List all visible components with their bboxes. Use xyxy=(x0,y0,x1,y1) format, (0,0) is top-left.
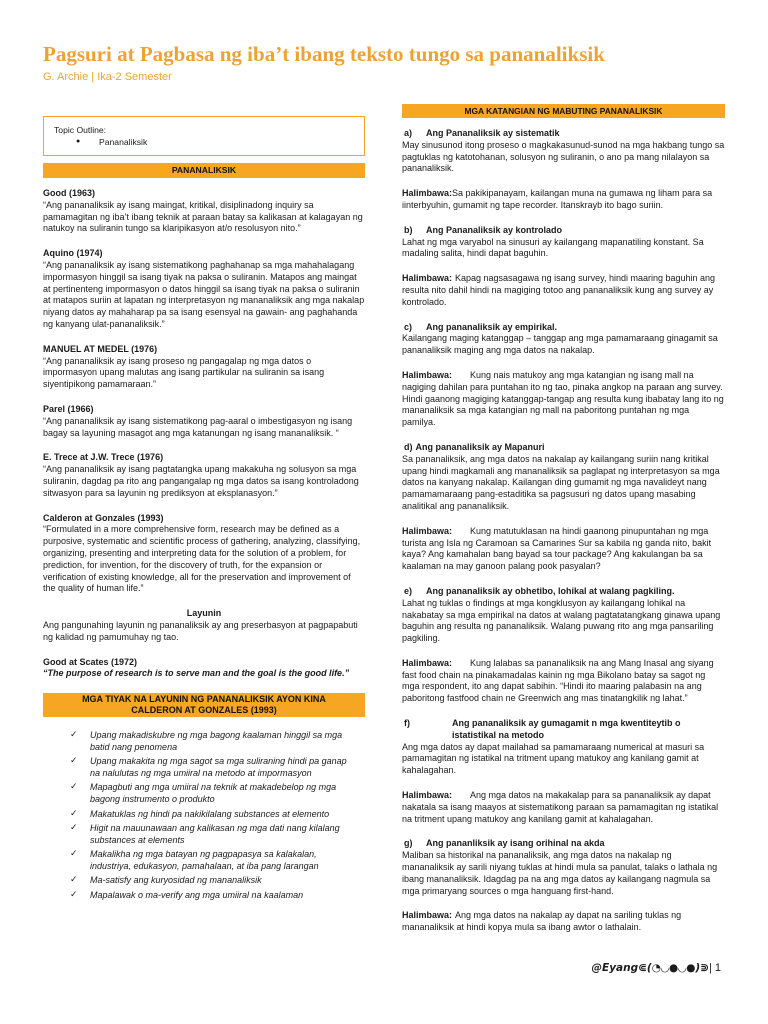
objectives-list xyxy=(43,730,365,902)
list-item xyxy=(70,890,365,902)
check-icon: ✓ xyxy=(70,808,78,819)
author-handle: @Eyang⋐(◔◡●◡●)⋑ xyxy=(591,962,709,974)
list-item xyxy=(70,823,365,847)
example-label: Halimbawa: xyxy=(402,657,453,668)
definition-block xyxy=(43,344,365,391)
example-label: Halimbawa: xyxy=(402,188,453,199)
list-item xyxy=(70,809,365,821)
list-item xyxy=(70,849,365,873)
characteristic-letter: c) xyxy=(404,321,413,332)
characteristic-heading xyxy=(402,586,725,598)
definition-text: “Ang pananaliksik ay isang proseso ng pangagalap ng mga datos o impormasyon upang malutas ang isang partikular na suliranin sa isang siyentipikong pamamaraan.” xyxy=(43,355,325,390)
characteristic-letter: e) xyxy=(404,585,413,596)
example-text: Kapag nagsasagawa ng isang survey, hindi maaring baguhin ang resulta nito dahil hindi na magiging totoo ang pananaliksik kung ang survey ay kontrolado. xyxy=(402,273,716,307)
layunin-text: Ang pangunahing layunin ng pananaliksik ay ang preserbasyon at pagpapabuti ng kalidad ng pamumuhay ng tao. xyxy=(43,619,358,642)
page-number: | 1 xyxy=(708,962,721,974)
list-item xyxy=(70,730,365,754)
characteristic-text: Ang mga datos ay dapat mailahad sa pamamaraang numerical at masuri sa pamamagitan ng istatikal na tritment upang matukoy ang kanilang gamit at kahalagahan. xyxy=(402,741,705,776)
purpose-block xyxy=(43,657,365,681)
check-icon: ✓ xyxy=(70,782,78,793)
topic-outline-label: Topic Outline: xyxy=(54,125,107,135)
characteristic-title: Ang Pananaliksik ay kontrolado xyxy=(426,224,563,235)
purpose-quote: “The purpose of research is to serve man and the goal is the good life.” xyxy=(43,668,350,679)
characteristic-example xyxy=(402,188,725,212)
example-label: Halimbawa: xyxy=(402,369,453,380)
characteristic-block xyxy=(402,225,725,309)
characteristic-block xyxy=(402,128,725,212)
characteristic-title: Ang pananaliksik ay gumagamit n mga kwentiteytib o istatistikal na metodo xyxy=(452,718,681,740)
definition-author: Good (1963) xyxy=(43,188,96,198)
definition-block xyxy=(43,404,365,439)
definition-block xyxy=(43,188,365,235)
objective-text: Upang makakita ng mga sagot sa mga suliraning hindi pa ganap na nalulutas ng mga umiiral na metodo at impormasyon xyxy=(90,756,347,779)
example-text: Ang mga datos na nakalap ay dapat na sariling tuklas ng mananaliksik at hindi kopya mula sa ibang awtor o lathalain. xyxy=(402,910,682,933)
characteristic-letter: d) xyxy=(404,441,413,452)
characteristic-letter: f) xyxy=(404,718,410,729)
right-column xyxy=(402,104,725,934)
example-text: Sa pakikipanayam, kailangan muna na gumawa ng liham para sa iinterbyuhin, gumamit ng tape recorder. Itanskrayb ito bago suriin. xyxy=(402,188,713,210)
check-icon: ✓ xyxy=(70,849,78,860)
layunin-block xyxy=(43,608,365,643)
list-item xyxy=(70,756,365,780)
characteristic-block xyxy=(402,442,725,573)
example-text: Kung lalabas sa pananaliksik na ang Mang Inasal ang siyang fast food chain na pinakamadalas kainin ng mga Bikolano batay sa sagot ng mga respondent, ito ang dapat sabihin. “Hindi ito maaring palabasin na ang paboritong fastfood chain ne Greenwich ang mas tinatangkilik ng lahat.” xyxy=(402,657,714,704)
characteristic-example xyxy=(402,790,725,825)
characteristic-heading xyxy=(402,718,725,742)
topic-outline-box xyxy=(43,116,365,156)
objective-text: Ma-satisfy ang kuryosidad ng mananaliksik xyxy=(90,875,262,886)
objective-text: Makatuklas ng hindi pa nakikilalang substances at elemento xyxy=(90,808,330,819)
characteristic-block xyxy=(402,718,725,825)
definition-text: “Formulated in a more comprehensive form, research may be defined as a purposive, systematic and scientific process of gathering, analyzing, classifying, organizing, presenting and interpreting data for the solution of a problem, for prediction, for invention, for the discovery of truth, for the expansion or verification of existing knowledge, all for the preservation and improvement of the quality of human life.” xyxy=(43,524,361,594)
definition-author: MANUEL AT MEDEL (1976) xyxy=(43,343,158,354)
definition-block xyxy=(43,513,365,596)
characteristic-example xyxy=(402,526,725,573)
definition-author: Calderon at Gonzales (1993) xyxy=(43,512,164,523)
characteristic-example xyxy=(402,910,725,934)
section-heading-objectives: MGA TIYAK NA LAYUNIN NG PANANALIKSIK AYON KINA CALDERON AT GONZALES (1993) xyxy=(43,693,365,717)
list-item xyxy=(70,875,365,887)
characteristic-heading xyxy=(402,322,725,334)
definition-author: Aquino (1974) xyxy=(43,248,103,259)
objective-text: Higit na mauunawaan ang kalikasan ng mga dati nang kilalang substances at elements xyxy=(90,823,340,845)
characteristic-example xyxy=(402,370,725,429)
characteristic-text: May sinusunod itong proseso o magkakasunud-sunod na mga hakbang tungo sa pagtuklas ng katotohanan, solusyon ng suliranin, o ano pa mang nilalayon sa pananaliksik. xyxy=(402,139,725,174)
characteristic-title: Ang pananaliksik ay Mapanuri xyxy=(415,441,545,452)
example-label: Halimbawa: xyxy=(402,910,453,921)
bullet-icon: ● xyxy=(76,138,81,145)
example-label: Halimbawa: xyxy=(402,273,453,284)
check-icon: ✓ xyxy=(70,823,78,834)
topic-outline-item xyxy=(54,136,354,148)
section-heading-pananaliksik: PANANALIKSIK xyxy=(43,163,365,178)
purpose-author: Good at Scates (1972) xyxy=(43,656,138,667)
characteristic-text: Sa pananaliksik, ang mga datos na nakalap ay kailangang suriin nang kritikal upang hindi magkamali ang mananaliksik sa paglapat ng interpretasyon sa mga datos na kanyang nakalap. Kailangan ding gumamit ng mga navalideyt nang pamamamaraang pang-estaditika sa pagsusuri ng datos upang masabing analitikal ang pananaliksik. xyxy=(402,453,720,511)
definition-text: “Ang pananaliksik ay isang sistematikong paghahanap sa mga mahahalagang impormasyon hinggil sa isang tiyak na paksa o suliranin. Matapos ang maingat at pertinenteng impormasyon o datos hinggil sa isang tiyak na paksa o suliranin at matapos suriin at lapatan ng interpretasyon ng mananaliksik ang mga nakalap niyang datos ay mahaharap pa sa isang esensyal na gawain- ang paghahanda ng kanyang ulat-pananaliksik.” xyxy=(43,259,365,329)
objective-text: Mapagbuti ang mga umiiral na teknik at makadebelop ng mga bagong instrumento o produkto xyxy=(90,782,337,805)
definition-author: E. Trece at J.W. Trece (1976) xyxy=(43,452,164,463)
page-title: Pagsuri at Pagbasa ng iba’t ibang teksto tungo sa pananaliksik xyxy=(43,42,605,66)
page-subtitle: G. Archie | Ika-2 Semester xyxy=(43,71,172,83)
example-text: Kung matutuklasan na hindi gaanong pinupuntahan ng mga turista ang Isla ng Caramoan sa Camarines Sur sa kabila ng ganda nito, bakit kaya? Ang kamahalan bang bayad sa tour package? Ang kakulangan ba sa kaalaman na may ganoon palang pook pasyalan? xyxy=(402,525,712,572)
check-icon: ✓ xyxy=(70,730,78,741)
characteristic-heading xyxy=(402,128,725,140)
objective-text: Upang makadiskubre ng mga bagong kaalaman hinggil sa mga batid nang penomena xyxy=(90,730,343,752)
definition-text: “Ang pananaliksik ay isang maingat, kritikal, disiplinadong inquiry sa pamamagitan ng iba’t ibang teknik at paraan batay sa kalikasan at kalagayan ng natukoy na suliranin tungo sa klaripikasyon at/o resolusyon nito.” xyxy=(43,199,363,234)
characteristic-heading xyxy=(402,225,725,237)
characteristic-block xyxy=(402,586,725,705)
characteristic-example xyxy=(402,658,725,705)
list-item xyxy=(70,782,365,806)
characteristic-heading xyxy=(402,442,725,454)
definition-block xyxy=(43,248,365,331)
characteristic-title: Ang pananliksik ay isang orihinal na akda xyxy=(426,838,605,849)
page-footer xyxy=(592,961,721,975)
characteristic-text: Maliban sa historikal na pananaliksik, ang mga datos na nakalap ng mananaliksik ay sarili niyang tuklas at hindi mula sa panulat, talaks o lathala ng ibang mananaliksik. Idagdag pa na ang mga datos ay kailangang nagmula sa mga primaryang sources o mga hanguang first-hand. xyxy=(402,850,718,896)
example-label: Halimbawa: xyxy=(402,525,453,536)
objective-text: Makalikha ng mga batayan ng pagpapasya sa kalakalan, industriya, edukasyon, pamahalaan, at iba pang larangan xyxy=(90,849,319,872)
check-icon: ✓ xyxy=(70,756,78,767)
definition-text: “Ang pananaliksik ay isang pagtatangka upang makakuha ng solusyon sa mga suliranin, dagdag pa rito ang pangangalap ng mga datos sa isang kontroladong sitwasyon para sa layunin ng prediksyon at eksplanasyon.” xyxy=(43,464,359,498)
characteristic-example xyxy=(402,273,725,308)
characteristic-heading xyxy=(402,838,725,850)
characteristic-block xyxy=(402,322,725,429)
section-heading-katangian: MGA KATANGIAN NG MABUTING PANANALIKSIK xyxy=(402,104,725,118)
characteristic-text: Lahat ng mga varyabol na sinusuri ay kailangang mapanatiling konstant. Sa madaling salita, hindi dapat baguhin. xyxy=(402,236,704,259)
characteristic-block xyxy=(402,838,725,934)
example-text: Kung nais matukoy ang mga katangian ng isang mall na nagiging dahilan para puntahan ito ng tao, pinaka angkop na paraan ang survey. Hindi gaanong magiging katanggap-tangap ang resulta kung ibabatay lang ito ng mananaliksik sa mga katangian ng mall na paboritong puntahan ng mga pamilya. xyxy=(402,369,724,428)
check-icon: ✓ xyxy=(70,889,78,900)
check-icon: ✓ xyxy=(70,875,78,886)
definition-text: “Ang pananaliksik ay isang sistematikong pag-aaral o imbestigasyon ng isang bagay sa layuning masagot ang mga katanungan ng isang mananaliksik. “ xyxy=(43,415,353,438)
left-column xyxy=(43,116,365,904)
characteristic-letter: a) xyxy=(404,128,413,138)
characteristic-title: Ang pananaliksik ay empirikal. xyxy=(426,321,558,332)
example-label: Halimbawa: xyxy=(402,790,453,801)
objective-text: Mapalawak o ma-verify ang mga umiiral na kaalaman xyxy=(90,889,304,900)
characteristic-text: Kailangang maging katanggap – tanggap ang mga pamamaraang ginagamit sa pananaliksik maging ang mga datos na nakalap. xyxy=(402,333,718,356)
characteristic-text: Lahat ng tuklas o findings at mga kongklusyon ay kailangang lohikal na nakabatay sa mga empirikal na datos at walang pagtatatangkang ginawa upang baguhin ang resulta ng pananaliksik. Walang puwang rito ang mga pansariling pagkiling. xyxy=(402,597,721,644)
characteristic-title: Ang pananaliksik ay obhetibo, lohikal at walang pagkiling. xyxy=(426,585,675,596)
topic-outline-item-label: Pananaliksik xyxy=(99,137,148,147)
characteristic-title: Ang Pananaliksik ay sistematik xyxy=(426,128,560,138)
example-text: Ang mga datos na makakalap para sa pananaliksik ay dapat nakatala sa isang maayos at sistematikong paraan sa pamamagitan ng istatikal na tritment upang matukoy ang kanilang gamit at kahalagahan. xyxy=(402,790,719,824)
characteristic-letter: b) xyxy=(404,224,413,235)
layunin-heading: Layunin xyxy=(186,608,222,619)
characteristic-letter: g) xyxy=(404,838,413,849)
definition-author: Parel (1966) xyxy=(43,403,94,414)
definition-block xyxy=(43,452,365,499)
